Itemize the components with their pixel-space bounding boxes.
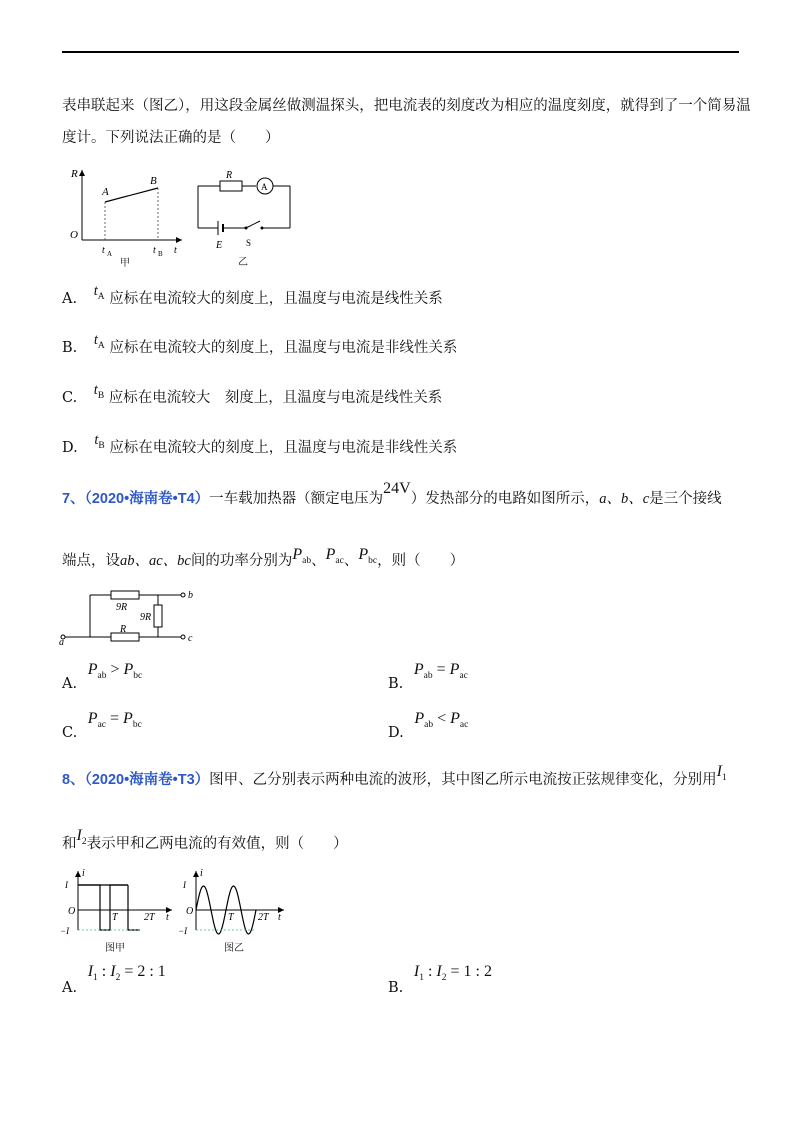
- sq-label-i: i: [82, 868, 85, 879]
- option-b[interactable]: B. $t_A$ 应标在电流较大的刻度上，且温度与电流是非线性关系: [62, 332, 458, 356]
- circuit-label-S: S: [246, 238, 252, 248]
- q8-number: 8、: [62, 772, 85, 788]
- graph-label-tB-sub: B: [158, 250, 163, 258]
- q8-option-a[interactable]: A. $I_1$ : $I_2 = 2$ : 1: [62, 963, 166, 996]
- q7-number: 7、: [62, 491, 85, 507]
- q7-option-b[interactable]: B. $P_{ab} = P_{ac}$: [388, 661, 468, 692]
- option-a[interactable]: A. $t_A$ 应标在电流较大的刻度上，且温度与电流是线性关系: [62, 283, 443, 307]
- label-9R-top: 9R: [116, 602, 128, 613]
- q8-line1: 8、（2020•海南卷•T3）图甲、乙分别表示两种电流的波形，其中图乙所示电流按正弦规律变化，分别用$I_1$: [62, 763, 727, 788]
- terminal-b: b: [188, 590, 193, 601]
- sin-label-O: O: [186, 906, 194, 917]
- sin-label-t: t: [278, 912, 281, 923]
- option-d[interactable]: D. $t_B$ 应标在电流较大的刻度上，且温度与电流是非线性关系: [62, 432, 458, 456]
- prev-question-line1: 表串联起来（图乙），用这段金属丝做测温探头，把电流表的刻度改为相应的温度刻度，就得到了一个简易温: [62, 98, 751, 114]
- graph-label-R: R: [71, 168, 78, 180]
- circuit-label-E: E: [216, 240, 223, 251]
- q8-source: （2020•海南卷•T3）: [84, 772, 210, 788]
- sq-label-negI0: −I: [60, 926, 70, 936]
- sq-label-2T: 2T: [144, 912, 155, 923]
- q7-option-a[interactable]: A. $P_{ab} > P_{bc}$: [62, 661, 143, 692]
- graph-label-tA-sub: A: [107, 250, 113, 258]
- circuit-label-R: R: [226, 170, 233, 181]
- thermometer-circuit: [190, 168, 300, 251]
- figure-caption-jia: 甲: [120, 258, 130, 269]
- sq-label-T: T: [112, 912, 118, 923]
- q7-line2: 端点，设ab、ac、bc间的功率分别为$P_{ab}$、$P_{ac}$、$P_{bc}$，则（ ）: [62, 546, 465, 569]
- prev-question-line2: 度计。下列说法正确的是（ ）: [62, 130, 280, 146]
- option-c[interactable]: C. $t_B$ 应标在电流较大 刻度上，且温度与电流是线性关系: [62, 382, 443, 406]
- graph-label-O: O: [70, 229, 78, 241]
- graph-label-t: t: [174, 245, 177, 256]
- label-R: R: [120, 624, 127, 635]
- figure-caption-yi: 乙: [238, 257, 248, 268]
- sin-label-i: i: [200, 868, 203, 879]
- sin-caption: 图乙: [224, 943, 244, 954]
- graph-label-A: A: [102, 186, 109, 198]
- sq-caption: 图甲: [105, 943, 125, 954]
- q7-source: （2020•海南卷•T4）: [84, 491, 210, 507]
- q7-line1: 7、（2020•海南卷•T4）一车载加热器（额定电压为24V）发热部分的电路如图所示，a、b、c是三个接线: [62, 480, 722, 507]
- graph-label-B: B: [150, 175, 157, 187]
- q8-option-b[interactable]: B. $I_1$ : $I_2 = 1$ : 2: [388, 963, 492, 996]
- sq-label-I0: I: [65, 880, 68, 890]
- sin-label-I0: I: [183, 880, 186, 890]
- header-rule: [62, 51, 739, 53]
- q7-voltage: 24V: [383, 480, 411, 497]
- sin-label-2T: 2T: [258, 912, 269, 923]
- graph-label-tA: t: [102, 245, 105, 256]
- graph-label-tB: t: [153, 245, 156, 256]
- q8-line2: 和$I_2$表示甲和乙两电流的有效值，则（ ）: [62, 827, 348, 852]
- r-t-graph: [62, 165, 192, 265]
- sq-label-O: O: [68, 906, 76, 917]
- sin-label-negI0: −I: [178, 926, 188, 936]
- terminal-c: c: [188, 633, 193, 644]
- ammeter-label: A: [261, 182, 268, 192]
- terminal-a: a: [59, 637, 64, 648]
- heater-circuit: [58, 585, 198, 650]
- sq-label-t: t: [166, 912, 169, 923]
- label-9R-side: 9R: [140, 612, 152, 623]
- q7-option-c[interactable]: C. $P_{ac} = P_{bc}$: [62, 710, 142, 741]
- sin-label-T: T: [228, 912, 234, 923]
- q7-option-d[interactable]: D. $P_{ab} < P_{ac}$: [388, 710, 469, 741]
